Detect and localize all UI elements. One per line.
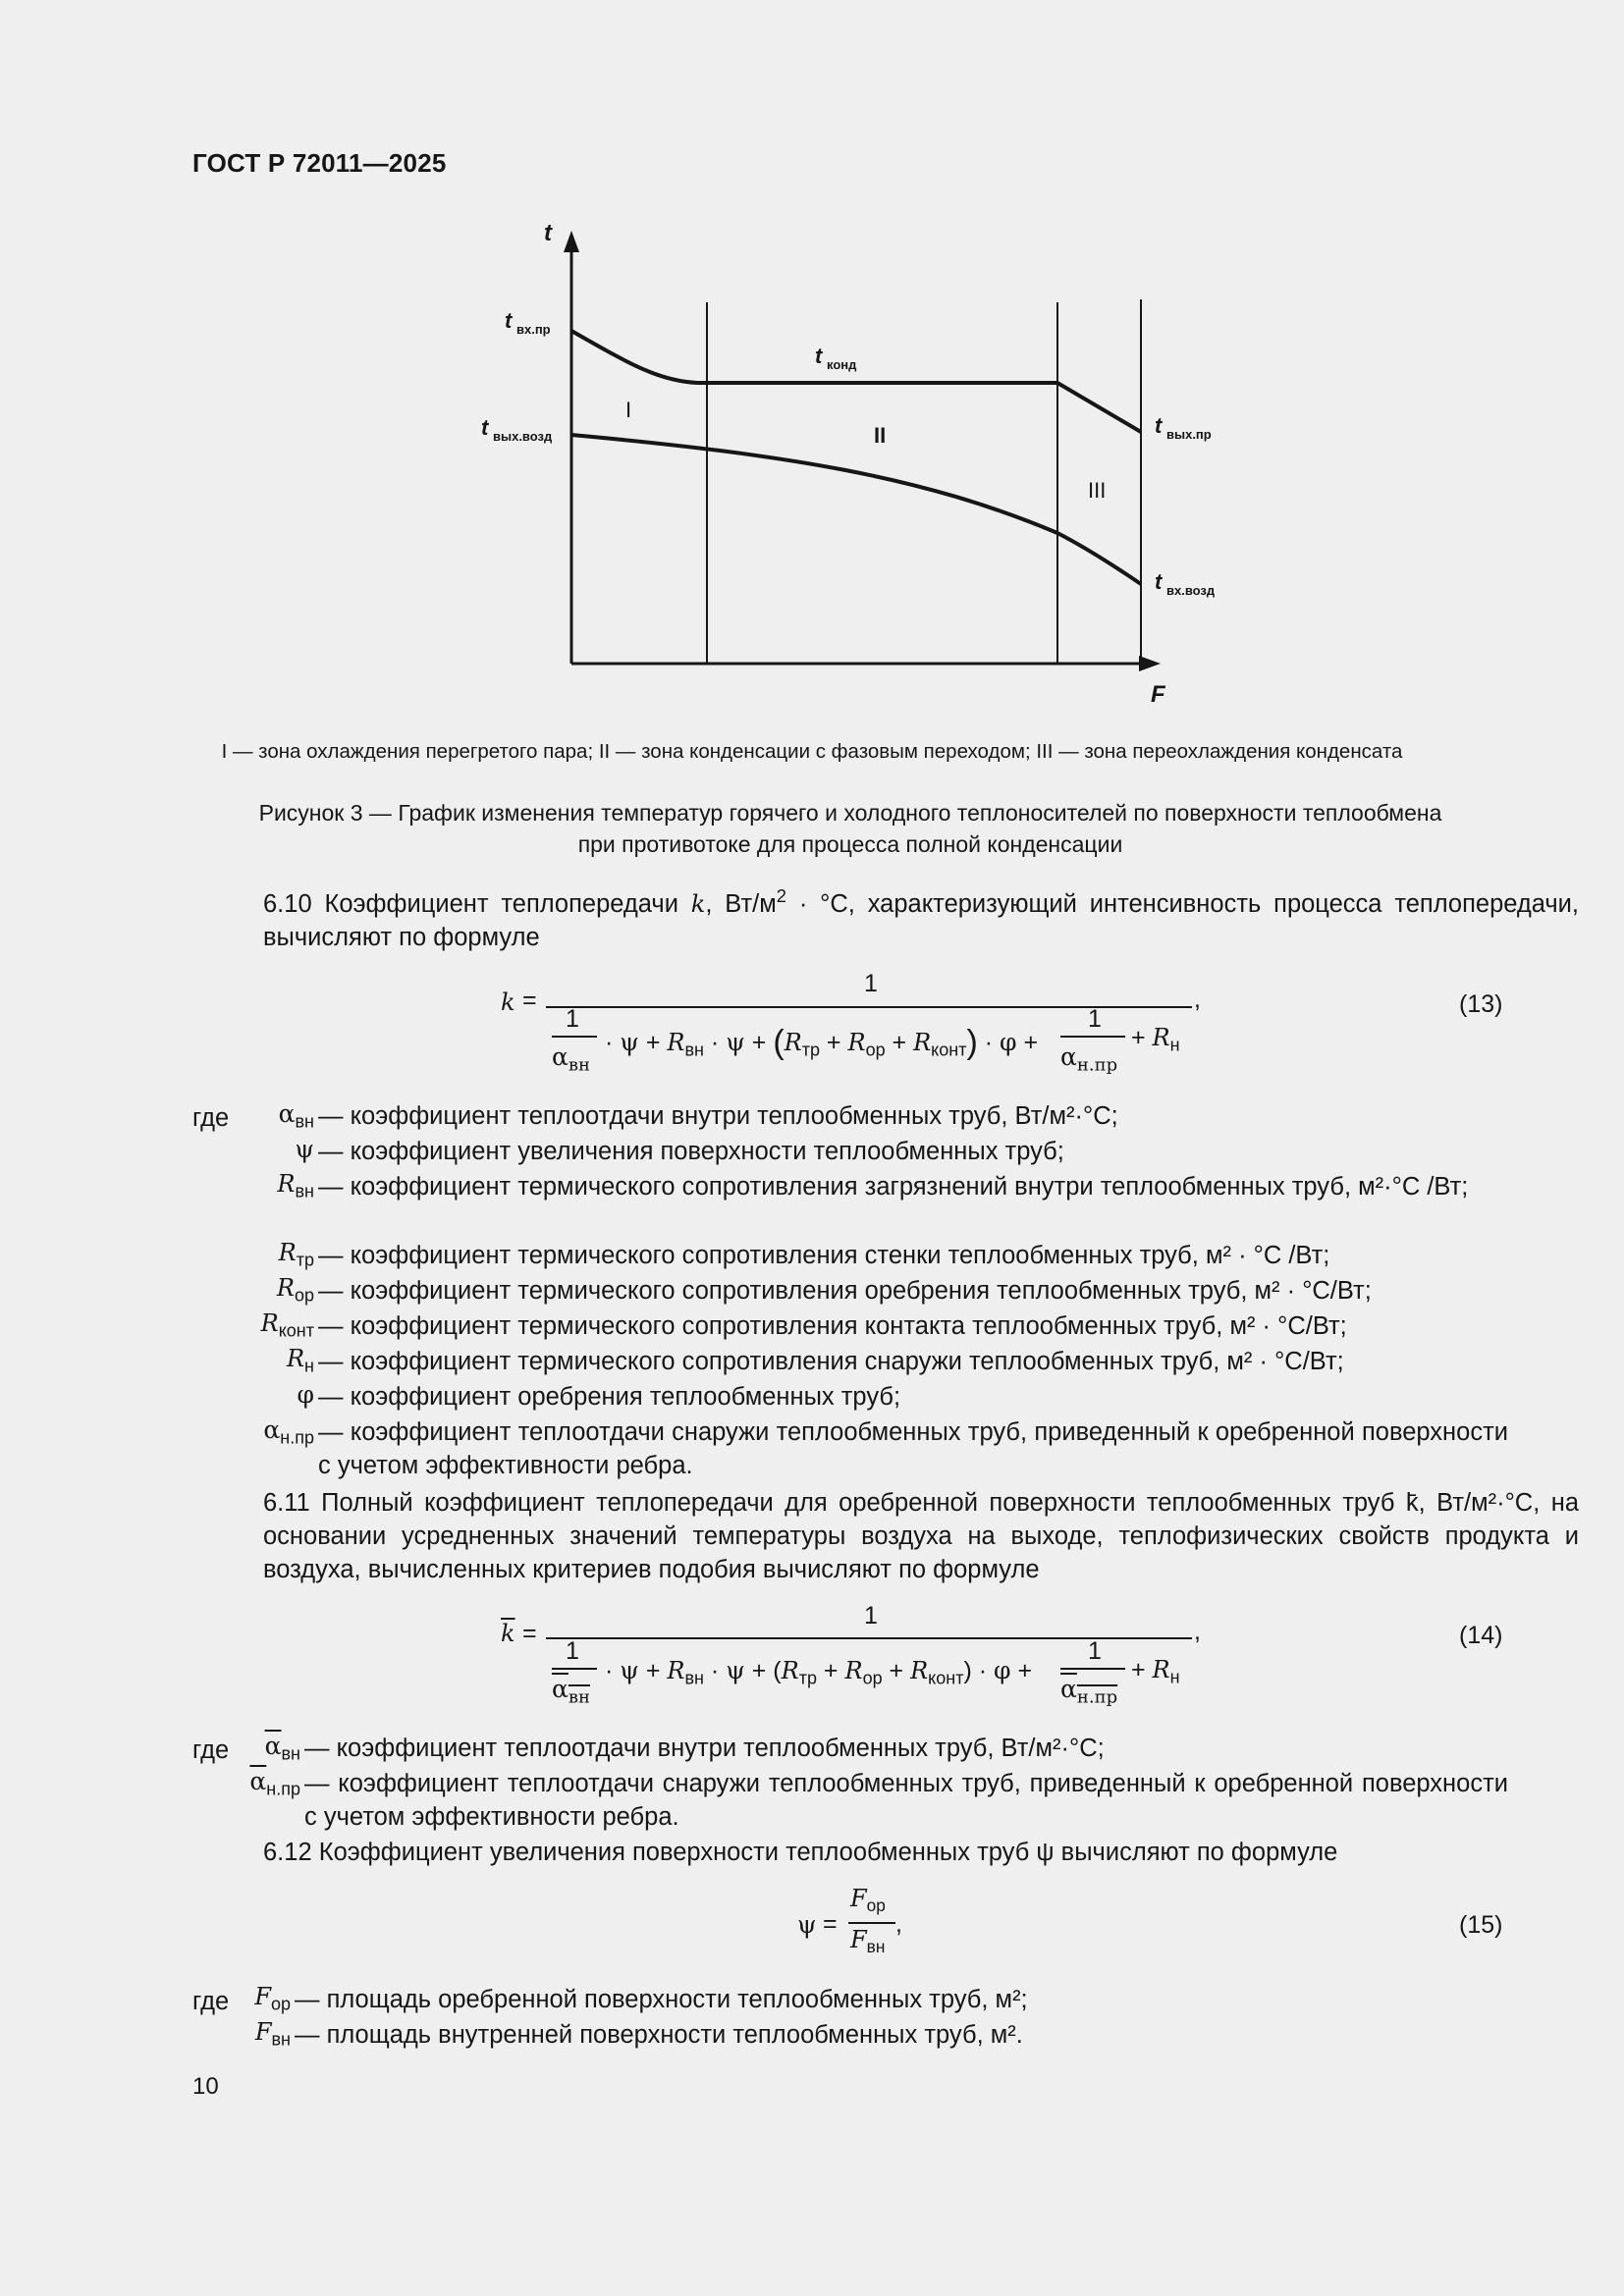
temperature-diagram xyxy=(461,221,1227,721)
equation-number-13: (13) xyxy=(1459,990,1503,1018)
definition-symbol: $\overline{\alpha}_{вн}$ xyxy=(264,1732,300,1764)
x-axis-label: F xyxy=(1151,681,1165,708)
label-t-in-product: вх.пр xyxy=(516,322,551,337)
paragraph-6-12: 6.12 Коэффициент увеличения поверхности теплообменных труб ψ вычисляют по формуле xyxy=(263,1839,1338,1866)
definition-symbol: $\alpha_{н.пр}$ xyxy=(263,1415,314,1448)
definition-text: — коэффициент теплоотдачи внутри теплообменных труб, Вт/м²·°С; xyxy=(304,1735,1105,1762)
equation-number-15: (15) xyxy=(1459,1911,1503,1939)
zone-label-3: III xyxy=(1088,478,1107,503)
label-t-out-air: вых.возд xyxy=(493,429,553,444)
zone-label-2: II xyxy=(874,423,887,448)
label-t-cond: конд xyxy=(827,357,857,372)
equation-number-14: (14) xyxy=(1459,1622,1503,1649)
definition-symbol: $R_{ор}$ xyxy=(276,1274,314,1306)
definition-text: — коэффициент теплоотдачи снаружи теплообменных труб, приведенный к оребренной поверхности с учетом эффективности ребра. xyxy=(318,1418,1508,1479)
definition-symbol: φ xyxy=(297,1380,314,1409)
page-number: 10 xyxy=(192,2073,219,2100)
document-header: ГОСТ Р 72011—2025 xyxy=(192,148,447,178)
definition-symbol: $R_{конт}$ xyxy=(260,1309,314,1341)
caption-line-2: при противотоке для процесса полной конденсации xyxy=(577,831,1123,857)
x-axis-arrow xyxy=(1139,656,1161,671)
y-axis-arrow xyxy=(564,231,579,252)
where-label: где xyxy=(192,1104,230,1132)
product-temperature-curve xyxy=(571,331,1141,432)
paragraph-6-11: 6.11 Полный коэффициент теплопередачи для оребренной поверхности теплообменных труб k̄, Вт/м²·°С, на основании усредненных значений температуры воздуха на выходе, теплофизических свойств продукта и воздуха, вычисленных критериев подобия вычисляют по формуле xyxy=(263,1489,1579,1583)
label-t-out-product: вых.пр xyxy=(1166,427,1212,442)
figure-caption xyxy=(192,797,1508,860)
definition-text: — коэффициент термического сопротивления стенки теплообменных труб, м² · °С /Вт; xyxy=(318,1242,1330,1269)
definition-symbol: $\alpha_{вн}$ xyxy=(278,1099,314,1132)
definition-symbol: $R_{вн}$ xyxy=(277,1170,314,1201)
t-letter: t xyxy=(1155,413,1163,438)
definition-text: — площадь внутренней поверхности теплообменных труб, м². xyxy=(295,2021,1023,2049)
where-label: где xyxy=(192,1988,230,2015)
caption-line-1: Рисунок 3 — График изменения температур горячего и холодного теплоносителей по поверхности теплообмена xyxy=(258,800,1442,826)
definition-text: — коэффициент увеличения поверхности теплообменных труб; xyxy=(318,1138,1064,1165)
definition-symbol: $R_н$ xyxy=(286,1345,314,1376)
definition-text: — коэффициент термического сопротивления оребрения теплообменных труб, м² · °С/Вт; xyxy=(318,1277,1372,1305)
air-temperature-curve xyxy=(571,435,1141,584)
definition-text: — коэффициент термического сопротивления снаружи теплообменных труб, м² · °С/Вт; xyxy=(318,1348,1344,1375)
figure-legend: I — зона охлаждения перегретого пара; II — зона конденсации с фазовым переходом; III — зона переохлаждения конденсата xyxy=(221,740,1403,763)
where-label: где xyxy=(192,1736,230,1764)
t-letter: t xyxy=(505,308,513,333)
definition-text: — коэффициент теплоотдачи снаружи теплообменных труб, приведенный к оребренной поверхности с учетом эффективности ребра. xyxy=(304,1770,1508,1831)
definition-symbol: $F_{ор}$ xyxy=(254,1983,291,2014)
t-letter: t xyxy=(1155,569,1163,594)
zone-label-1: I xyxy=(625,398,632,422)
definition-text: — коэффициент оребрения теплообменных труб; xyxy=(318,1383,901,1411)
definition-symbol: $R_{тр}$ xyxy=(278,1239,314,1270)
definition-text: — коэффициент теплоотдачи внутри теплообменных труб, Вт/м²·°С; xyxy=(318,1102,1118,1130)
definition-symbol: $\overline{\alpha}_{н.пр}$ xyxy=(249,1767,300,1799)
definition-text: — площадь оребренной поверхности теплообменных труб, м²; xyxy=(295,1986,1028,2013)
definition-symbol: ψ xyxy=(295,1135,314,1163)
paragraph-6-10: 6.10 Коэффициент теплопередачи k, $Вт/м^2 \cdot ^\circ С$, характеризующий интенсивность процесса теплопередачи, вычисляют по формуле xyxy=(263,884,1579,951)
label-t-in-air: вх.возд xyxy=(1166,583,1216,598)
t-letter: t xyxy=(481,415,489,440)
t-letter: t xyxy=(815,344,823,368)
definition-symbol: $F_{вн}$ xyxy=(254,2018,291,2050)
y-axis-label: t xyxy=(544,221,552,246)
definition-text: — коэффициент термического сопротивления контакта теплообменных труб, м² · °С/Вт; xyxy=(318,1312,1347,1340)
definition-text: — коэффициент термического сопротивления загрязнений внутри теплообменных труб, м²·°С /Вт; xyxy=(318,1173,1469,1201)
